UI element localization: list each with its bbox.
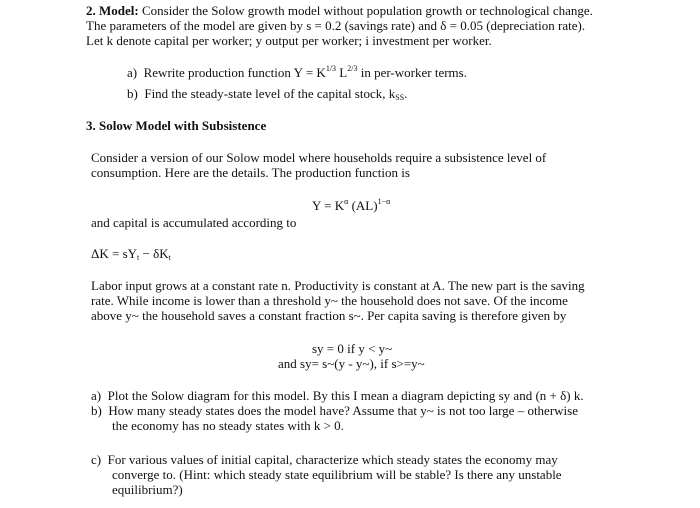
accum-sub-1: t — [137, 253, 140, 262]
q2-part-a-text-end: in per-worker terms. — [357, 65, 467, 80]
q3-part-b-label: b) — [91, 403, 102, 418]
accum-mid: − δK — [139, 246, 169, 261]
q2-part-a — [127, 65, 467, 81]
q2-part-a-L: L — [336, 65, 348, 80]
q2-part-b-sub: SS — [395, 93, 405, 102]
prod-mid: (AL) — [348, 198, 378, 213]
q3-part-a-text: Plot the Solow diagram for this model. By this I mean a diagram depicting sy and (n + δ) k. — [107, 388, 584, 403]
q2-line-3: Let k denote capital per worker; y output per worker; i investment per worker. — [86, 33, 492, 48]
q2-line-1 — [86, 3, 593, 19]
q3-paragraph-line-2: rate. While income is lower than a threshold y~ the household does not save. Of the income — [91, 293, 568, 308]
q2-part-a-text: Rewrite production function Y = K — [143, 65, 326, 80]
accum-sub-2: t — [168, 253, 171, 262]
saving-rule-1: sy = 0 if y < y~ — [312, 341, 393, 356]
q3-part-c-text-3: equilibrium?) — [112, 482, 183, 497]
q3-part-b-text-1: How many steady states does the model have? Assume that y~ is not too large – otherwise — [108, 403, 578, 418]
q3-paragraph-line-1: Labor input grows at a constant rate n. Productivity is constant at A. The new part is the saving — [91, 278, 585, 293]
q2-part-b-end: . — [404, 86, 408, 101]
accumulation-text: and capital is accumulated according to — [91, 215, 297, 230]
q3-paragraph-line-3: above y~ the household saves a constant fraction s~. Per capita saving is therefore given by — [91, 308, 567, 323]
q2-part-b-label: b) — [127, 86, 138, 101]
q3-part-a — [91, 388, 584, 404]
q2-part-a-exp1: 1/3 — [325, 64, 337, 73]
prod-base: Y = K — [312, 198, 345, 213]
q3-part-b-text-2: the economy has no steady states with k > 0. — [112, 418, 344, 433]
q3-heading: 3. Solow Model with Subsistence — [86, 118, 267, 133]
q2-part-a-exp2: 2/3 — [347, 64, 358, 73]
production-function-equation — [312, 198, 390, 214]
q3-part-c — [91, 452, 558, 468]
q2-line-1-text: Consider the Solow growth model without population growth or technological change. — [138, 3, 593, 18]
q2-line-2: The parameters of the model are given by s = 0.2 (savings rate) and δ = 0.05 (depreciation rate). — [86, 18, 586, 33]
q2-number: 2. — [86, 3, 96, 18]
q2-heading: Model: — [99, 3, 139, 18]
q2-part-a-label: a) — [127, 65, 138, 80]
prod-exp-one-minus-alpha: 1−α — [377, 197, 391, 206]
accumulation-equation — [91, 246, 171, 262]
saving-rule-2: and sy= s~(y - y~), if s>=y~ — [278, 356, 425, 371]
q3-part-a-label: a) — [91, 388, 102, 403]
prod-exp-alpha: α — [344, 197, 349, 206]
accum-pre: ΔK = sY — [91, 246, 138, 261]
q3-part-c-label: c) — [91, 452, 102, 467]
q3-intro-2: consumption. Here are the details. The production function is — [91, 165, 410, 180]
q2-part-b — [127, 86, 407, 102]
q3-part-c-text-2: converge to. (Hint: which steady state equilibrium will be stable? Is there any unstable — [112, 467, 562, 482]
q3-intro-1: Consider a version of our Solow model where households require a subsistence level of — [91, 150, 547, 165]
q3-part-c-text-1: For various values of initial capital, characterize which steady states the economy may — [107, 452, 558, 467]
q3-part-b — [91, 403, 578, 419]
q2-part-b-text: Find the steady-state level of the capital stock, k — [144, 86, 396, 101]
